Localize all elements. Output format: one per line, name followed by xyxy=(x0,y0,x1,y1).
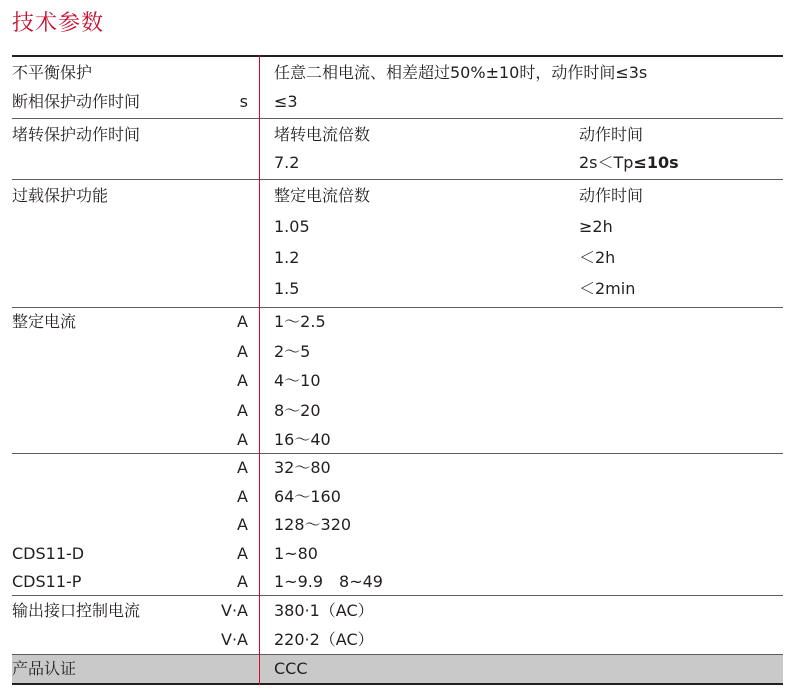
certification-value: CCC xyxy=(274,659,308,678)
output-current-unit: V·A xyxy=(221,630,248,649)
locked-rotor-time xyxy=(579,153,679,173)
locked-rotor-time-prefix: 2s＜Tp xyxy=(579,153,634,172)
cds11-p-value: 1~9.9 8~49 xyxy=(274,572,383,591)
row-divider xyxy=(12,179,783,180)
setting-current-range: 32～80 xyxy=(274,458,331,477)
locked-rotor-col3-head: 动作时间 xyxy=(579,125,644,144)
setting-current-range: 4～10 xyxy=(274,371,321,390)
setting-current-range: 128～320 xyxy=(274,515,352,534)
phase-loss-value: ≤3 xyxy=(274,92,298,111)
certification-label: 产品认证 xyxy=(12,659,77,678)
page-title: 技术参数 xyxy=(12,11,105,36)
output-current-unit: V·A xyxy=(221,601,248,620)
phase-loss-label: 断相保护动作时间 xyxy=(12,92,141,111)
setting-current-unit: A xyxy=(237,487,248,506)
overload-multiple: 1.5 xyxy=(274,279,300,298)
overload-label: 过载保护功能 xyxy=(12,186,109,205)
overload-col2-head: 整定电流倍数 xyxy=(274,186,371,205)
certification-band xyxy=(12,654,783,685)
column-divider xyxy=(259,55,260,685)
overload-time: ＜2h xyxy=(579,248,616,267)
unbalance-label: 不平衡保护 xyxy=(12,63,93,82)
overload-time: ＜2min xyxy=(579,279,636,298)
setting-current-unit: A xyxy=(237,458,248,477)
setting-current-range: 16～40 xyxy=(274,430,331,449)
cds11-d-label: CDS11-D xyxy=(12,544,85,563)
output-current-value: 220·2（AC） xyxy=(274,630,374,649)
row-divider xyxy=(12,654,783,655)
overload-col3-head: 动作时间 xyxy=(579,186,644,205)
locked-rotor-multiple: 7.2 xyxy=(274,153,300,172)
output-current-value: 380·1（AC） xyxy=(274,601,374,620)
setting-current-range: 64～160 xyxy=(274,487,341,506)
output-current-label: 输出接口控制电流 xyxy=(12,601,141,620)
unbalance-value: 任意二相电流、相差超过50%±10时，动作时间≤3s xyxy=(274,63,648,82)
cds11-p-label: CDS11-P xyxy=(12,572,82,591)
locked-rotor-col2-head: 堵转电流倍数 xyxy=(274,125,371,144)
row-divider xyxy=(12,118,783,119)
setting-current-unit: A xyxy=(237,401,248,420)
table-bottom-rule xyxy=(12,683,783,685)
overload-time: ≥2h xyxy=(579,217,613,236)
setting-current-range: 1～2.5 xyxy=(274,312,326,331)
setting-current-label: 整定电流 xyxy=(12,312,77,331)
overload-multiple: 1.05 xyxy=(274,217,310,236)
overload-multiple: 1.2 xyxy=(274,248,300,267)
setting-current-range: 8～20 xyxy=(274,401,321,420)
cds11-d-unit: A xyxy=(237,544,248,563)
locked-rotor-time-bold: ≤10s xyxy=(633,153,679,172)
row-divider xyxy=(12,307,783,308)
setting-current-unit: A xyxy=(237,430,248,449)
row-divider xyxy=(12,595,783,596)
setting-current-unit: A xyxy=(237,515,248,534)
row-divider xyxy=(12,453,783,454)
setting-current-unit: A xyxy=(237,312,248,331)
cds11-p-unit: A xyxy=(237,572,248,591)
spec-table xyxy=(12,55,783,685)
table-top-rule xyxy=(12,55,783,57)
locked-rotor-label: 堵转保护动作时间 xyxy=(12,125,141,144)
cds11-d-value: 1~80 xyxy=(274,544,318,563)
setting-current-range: 2～5 xyxy=(274,342,311,361)
phase-loss-unit: s xyxy=(239,92,248,111)
setting-current-unit: A xyxy=(237,342,248,361)
setting-current-unit: A xyxy=(237,371,248,390)
